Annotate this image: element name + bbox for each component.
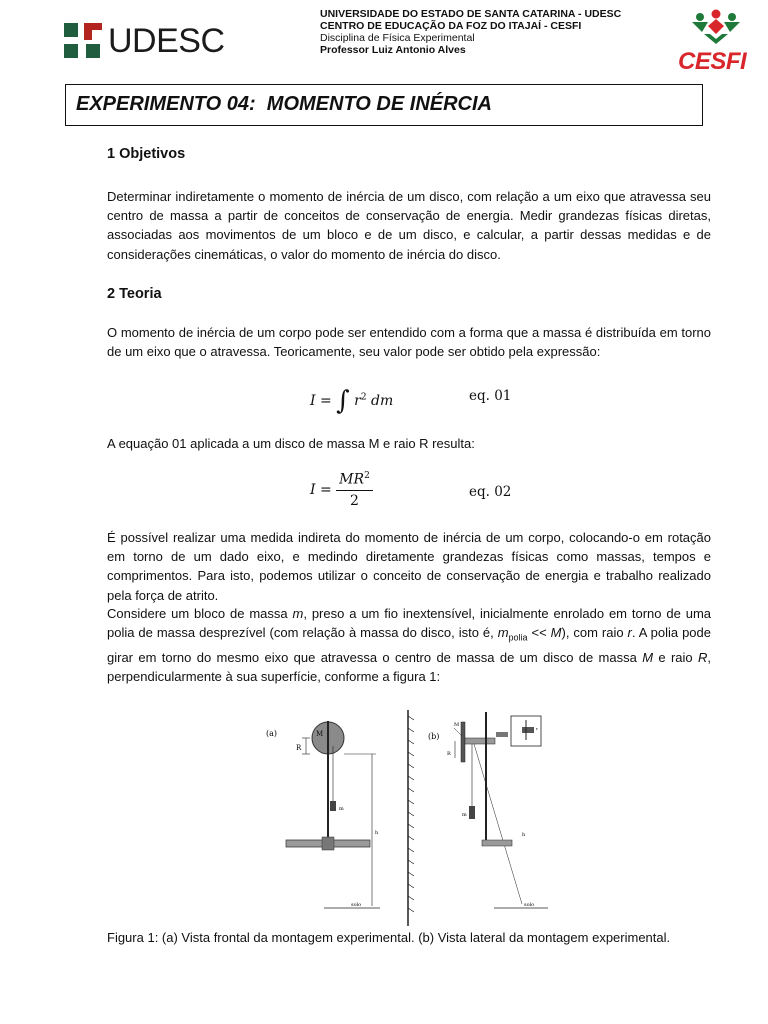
height-marker-b xyxy=(474,744,522,904)
label-block-mass-b: m xyxy=(462,812,467,818)
theory-paragraph-2: A equação 01 aplicada a um disco de massa M e raio R resulta: xyxy=(107,436,475,451)
label-radius-b: R xyxy=(447,751,451,757)
section-heading-theory: 2 Teoria xyxy=(107,286,162,302)
experimental-setup-figure xyxy=(258,706,558,928)
udesc-logo-mark-icon xyxy=(62,20,104,62)
label-disk-mass-b: M xyxy=(454,722,460,728)
equation-01-label: eq. 01 xyxy=(469,388,512,404)
equation-01: I = ∫ $r^2$ dm xyxy=(310,386,394,416)
figure-label-a: (a) xyxy=(266,729,278,738)
equation-02: I = $\frac{MR^2}{2}$ xyxy=(310,471,373,509)
cesfi-people-icon xyxy=(688,8,744,48)
label-pulley-radius: r xyxy=(536,726,538,731)
equation-02-label: eq. 02 xyxy=(469,484,512,500)
label-radius-a: R xyxy=(296,744,302,752)
block-a xyxy=(330,801,336,811)
theory-paragraph-3: É possível realizar uma medida indireta do momento de inércia de um corpo, colocando-o em rotação em torno de um dado eixo, e medindo diretamente grandezas físicas como massas, tempos e comprimentos. Para isto, podemos utilizar o conceito de conservação de energia e trabalho realizado pela força de atrito. xyxy=(107,530,711,603)
header-line-professor: Professor Luiz Antonio Alves xyxy=(320,44,466,56)
header-line-discipline: Disciplina de Física Experimental xyxy=(320,32,475,44)
objectives-paragraph: Determinar indiretamente o momento de inércia de um disco, com relação a um eixo que atravessa seu centro de massa a partir de conceitos de conservação de energia. Medir grandezas físicas diretas, associadas aos movimentos de um bloco e de um disco, e calcular, a partir dessas medidas e de considerações cinemáticas, o valor do momento de inércia do disco. xyxy=(107,189,711,262)
label-block-mass-a: m xyxy=(339,806,344,812)
institution-header xyxy=(320,8,690,56)
section-heading-objectives: 1 Objetivos xyxy=(107,146,186,162)
figure-caption: Figura 1: (a) Vista frontal da montagem experimental. (b) Vista lateral da montagem experimental. xyxy=(107,930,671,945)
cesfi-logo-text: CESFI xyxy=(678,48,747,75)
block-b xyxy=(469,806,475,819)
label-height-a: h xyxy=(375,830,379,836)
title-box xyxy=(65,84,703,126)
cesfi-logo xyxy=(676,8,756,74)
document-title: EXPERIMENTO 04: MOMENTO DE INÉRCIA xyxy=(76,93,492,115)
udesc-logo-text: UDESC xyxy=(108,22,225,60)
theory-paragraph-4: Considere um bloco de massa m, preso a um fio inextensível, inicialmente enrolado em torno de uma polia de massa desprezível (com relação à massa do disco, isto é, $m_{polia} << M$), com raio r. A polia pode girar em torno do mesmo eixo que atravessa o centro de massa de um disco de massa M e raio R, perpendicularmente à sua superfície, conforme a figura 1: xyxy=(107,606,712,685)
theory-paragraph-1: O momento de inércia de um corpo pode ser entendido com a forma que a massa é distribuída em torno de um eixo que o atravessa. Teoricamente, seu valor pode ser obtido pela expressão: xyxy=(107,325,711,360)
label-floor-a: solo xyxy=(351,902,362,908)
udesc-logo xyxy=(62,20,225,64)
header-line-center: CENTRO DE EDUCAÇÃO DA FOZ DO ITAJAÍ - CESFI xyxy=(320,20,582,32)
label-floor-b: solo xyxy=(524,902,535,908)
header-line-university: UNIVERSIDADE DO ESTADO DE SANTA CATARINA - UDESC xyxy=(320,8,622,20)
table-base-b xyxy=(482,840,512,846)
label-disk-mass-a: M xyxy=(316,730,324,738)
disk-side xyxy=(461,722,465,762)
figure-label-b: (b) xyxy=(428,732,440,741)
label-height-b: h xyxy=(522,832,526,838)
